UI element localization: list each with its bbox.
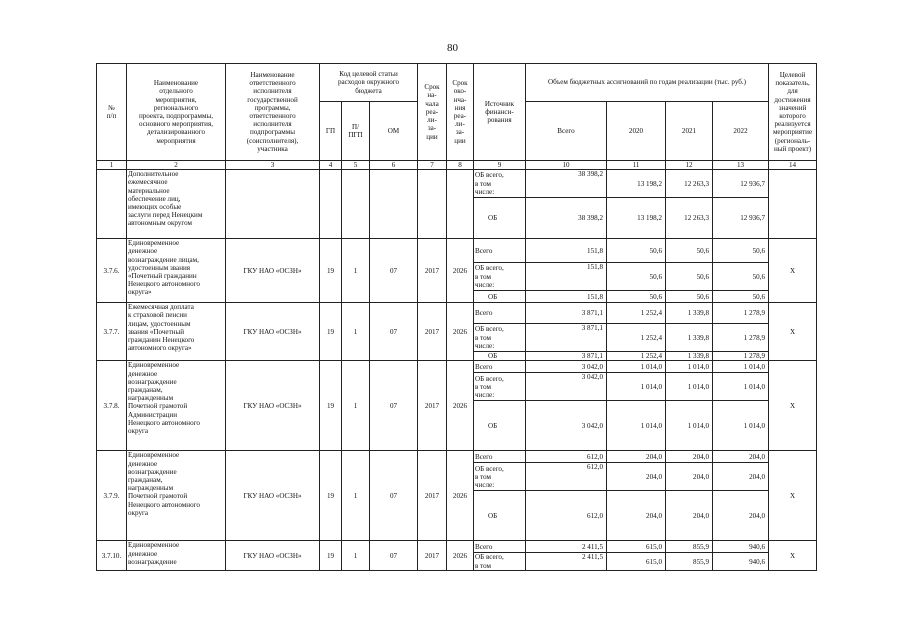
indicator: X	[769, 361, 817, 451]
value-2021: 50,6	[666, 263, 713, 291]
code-pgp: 1	[342, 239, 370, 303]
value-2020: 615,0	[607, 553, 666, 570]
code-gp	[320, 170, 342, 239]
executor: ГКУ НАО «ОСЗН»	[226, 451, 320, 541]
measure-name: Дополнительное ежемесячное материальное обеспечение лиц, имеющих особые заслуги перед Ненецким автономным округом	[127, 170, 226, 239]
value-2020: 204,0	[607, 491, 666, 541]
measure-name: Единовременное денежное вознаграждение лицам, удостоенным звания «Почетный гражданин Ненецкого автономного округа»	[127, 239, 226, 303]
total-value: 151,8	[526, 239, 607, 263]
header-end: Срок око- нча- ния реа- ли- за- ции	[447, 64, 474, 161]
code-om: 07	[370, 239, 418, 303]
code-om: 07	[370, 541, 418, 570]
column-number: 2	[127, 161, 226, 170]
funding-source: ОБ	[474, 401, 526, 451]
code-gp: 19	[320, 239, 342, 303]
start-year: 2017	[418, 239, 447, 303]
total-value: 3 042,0	[526, 373, 607, 401]
table-row	[97, 303, 817, 324]
header-total: Всего	[526, 102, 607, 161]
value-2021: 50,6	[666, 291, 713, 303]
header-source: Источник финанси- рования	[474, 64, 526, 161]
value-2020: 1 252,4	[607, 324, 666, 352]
value-2022: 1 278,9	[713, 324, 769, 352]
row-number: 3.7.8.	[97, 361, 127, 451]
code-pgp: 1	[342, 541, 370, 570]
column-number: 4	[320, 161, 342, 170]
code-pgp	[342, 170, 370, 239]
funding-source: Всего	[474, 303, 526, 324]
value-2022: 1 278,9	[713, 303, 769, 324]
table-row	[97, 541, 817, 553]
table-row	[97, 170, 817, 198]
value-2020: 615,0	[607, 541, 666, 553]
value-2022: 940,6	[713, 541, 769, 553]
code-pgp: 1	[342, 451, 370, 541]
column-number: 11	[607, 161, 666, 170]
measure-name: Единовременное денежное вознаграждение	[127, 541, 226, 570]
funding-source: ОБ	[474, 491, 526, 541]
funding-source: Всего	[474, 541, 526, 553]
code-om: 07	[370, 451, 418, 541]
total-value: 2 411,5	[526, 541, 607, 553]
table-body	[97, 170, 817, 571]
code-om	[370, 170, 418, 239]
budget-table	[96, 63, 817, 571]
value-2021: 1 339,8	[666, 352, 713, 361]
code-pgp: 1	[342, 303, 370, 361]
start-year: 2017	[418, 303, 447, 361]
funding-source: Всего	[474, 451, 526, 463]
column-number: 1	[97, 161, 127, 170]
funding-source: ОБ всего, в том числе:	[474, 324, 526, 352]
row-number	[97, 170, 127, 239]
start-year: 2017	[418, 451, 447, 541]
end-year: 2026	[447, 303, 474, 361]
column-number: 14	[769, 161, 817, 170]
start-year: 2017	[418, 541, 447, 570]
header-om: ОМ	[370, 102, 418, 161]
header-code-group: Код целевой статьи расходов окружного бюджета	[320, 64, 418, 102]
value-2021: 855,9	[666, 541, 713, 553]
header-2022: 2022	[713, 102, 769, 161]
value-2022: 1 014,0	[713, 401, 769, 451]
header-start: Срок на- чала реа- ли- за- ции	[418, 64, 447, 161]
code-pgp: 1	[342, 361, 370, 451]
value-2022: 204,0	[713, 451, 769, 463]
total-value: 38 398,2	[526, 198, 607, 239]
total-value: 3 871,1	[526, 324, 607, 352]
indicator: X	[769, 303, 817, 361]
code-om: 07	[370, 361, 418, 451]
column-number: 13	[713, 161, 769, 170]
value-2022: 204,0	[713, 491, 769, 541]
value-2022: 12 936,7	[713, 198, 769, 239]
value-2021: 12 263,3	[666, 198, 713, 239]
funding-source: ОБ всего, в том числе:	[474, 263, 526, 291]
value-2021: 204,0	[666, 491, 713, 541]
total-value: 38 398,2	[526, 170, 607, 198]
indicator: X	[769, 239, 817, 303]
column-number: 9	[474, 161, 526, 170]
total-value: 3 871,1	[526, 352, 607, 361]
measure-name: Единовременное денежное вознаграждение гражданам, награжденным Почетной грамотой Ненецкого автономного округа	[127, 451, 226, 541]
code-gp: 19	[320, 541, 342, 570]
total-value: 3 042,0	[526, 361, 607, 373]
value-2021: 1 014,0	[666, 401, 713, 451]
total-value: 612,0	[526, 491, 607, 541]
value-2020: 13 198,2	[607, 170, 666, 198]
value-2022: 1 014,0	[713, 373, 769, 401]
header-num: № п/п	[97, 64, 127, 161]
value-2020: 1 014,0	[607, 361, 666, 373]
value-2022: 12 936,7	[713, 170, 769, 198]
header-name: Наименование отдельного мероприятия, регионального проекта, подпрограммы, основного мероприятия, детализированного мероприятия	[127, 64, 226, 161]
value-2020: 1 252,4	[607, 352, 666, 361]
code-om: 07	[370, 303, 418, 361]
executor: ГКУ НАО «ОСЗН»	[226, 541, 320, 570]
start-year	[418, 170, 447, 239]
table-row	[97, 239, 817, 263]
value-2020: 204,0	[607, 463, 666, 491]
value-2021: 50,6	[666, 239, 713, 263]
value-2021: 1 339,8	[666, 303, 713, 324]
value-2020: 50,6	[607, 239, 666, 263]
end-year: 2026	[447, 361, 474, 451]
code-gp: 19	[320, 303, 342, 361]
value-2020: 1 252,4	[607, 303, 666, 324]
total-value: 3 042,0	[526, 401, 607, 451]
column-number: 12	[666, 161, 713, 170]
end-year: 2026	[447, 451, 474, 541]
header-indicator: Целевой показатель, для достижения значений которого реализуется мероприятие (региональ- ный проект)	[769, 64, 817, 161]
row-number: 3.7.7.	[97, 303, 127, 361]
table-row	[97, 361, 817, 373]
page-number: 80	[447, 42, 458, 54]
column-number: 3	[226, 161, 320, 170]
funding-source: ОБ всего, в том числе:	[474, 170, 526, 198]
row-number: 3.7.6.	[97, 239, 127, 303]
total-value: 151,8	[526, 291, 607, 303]
executor: ГКУ НАО «ОСЗН»	[226, 239, 320, 303]
measure-name: Единовременное денежное вознаграждение гражданам, награжденным Почетной грамотой Администрации Ненецкого автономного округа	[127, 361, 226, 451]
funding-source: ОБ всего, в том числе:	[474, 463, 526, 491]
value-2022: 940,6	[713, 553, 769, 570]
value-2022: 1 278,9	[713, 352, 769, 361]
row-number: 3.7.10.	[97, 541, 127, 570]
funding-source: Всего	[474, 239, 526, 263]
start-year: 2017	[418, 361, 447, 451]
executor: ГКУ НАО «ОСЗН»	[226, 303, 320, 361]
code-gp: 19	[320, 451, 342, 541]
value-2020: 13 198,2	[607, 198, 666, 239]
column-number: 8	[447, 161, 474, 170]
column-number-row	[97, 161, 817, 170]
funding-source: ОБ	[474, 352, 526, 361]
value-2021: 1 014,0	[666, 373, 713, 401]
value-2020: 50,6	[607, 291, 666, 303]
indicator	[769, 170, 817, 239]
header-2020: 2020	[607, 102, 666, 161]
header-pgp: П/ ПГП	[342, 102, 370, 161]
value-2022: 1 014,0	[713, 361, 769, 373]
value-2022: 204,0	[713, 463, 769, 491]
total-value: 612,0	[526, 463, 607, 491]
column-number: 10	[526, 161, 607, 170]
value-2022: 50,6	[713, 239, 769, 263]
value-2020: 1 014,0	[607, 373, 666, 401]
row-number: 3.7.9.	[97, 451, 127, 541]
executor: ГКУ НАО «ОСЗН»	[226, 361, 320, 451]
value-2020: 204,0	[607, 451, 666, 463]
end-year: 2026	[447, 541, 474, 570]
total-value: 151,8	[526, 263, 607, 291]
value-2021: 204,0	[666, 463, 713, 491]
executor	[226, 170, 320, 239]
value-2021: 12 263,3	[666, 170, 713, 198]
funding-source: ОБ всего, в том числе:	[474, 373, 526, 401]
measure-name: Ежемесячная доплата к страховой пенсии лицам, удостоенным звания «Почетный гражданин Ненецкого автономного округа»	[127, 303, 226, 361]
value-2021: 1 014,0	[666, 361, 713, 373]
funding-source: ОБ всего, в том	[474, 553, 526, 570]
value-2022: 50,6	[713, 263, 769, 291]
header-executor: Наименование ответственного исполнителя государственной программы, ответственного исполнителя подпрограммы (соисполнителя), участника	[226, 64, 320, 161]
total-value: 2 411,5	[526, 553, 607, 570]
end-year: 2026	[447, 239, 474, 303]
table-row	[97, 451, 817, 463]
value-2020: 1 014,0	[607, 401, 666, 451]
funding-source: ОБ	[474, 198, 526, 239]
value-2021: 1 339,8	[666, 324, 713, 352]
value-2021: 855,9	[666, 553, 713, 570]
funding-source: ОБ	[474, 291, 526, 303]
value-2022: 50,6	[713, 291, 769, 303]
indicator: X	[769, 541, 817, 570]
value-2020: 50,6	[607, 263, 666, 291]
header-gp: ГП	[320, 102, 342, 161]
funding-source: Всего	[474, 361, 526, 373]
indicator: X	[769, 451, 817, 541]
end-year	[447, 170, 474, 239]
header-volume-group: Объем бюджетных ассигнований по годам реализации (тыс. руб.)	[526, 64, 769, 102]
header-2021: 2021	[666, 102, 713, 161]
column-number: 6	[370, 161, 418, 170]
code-gp: 19	[320, 361, 342, 451]
column-number: 7	[418, 161, 447, 170]
total-value: 3 871,1	[526, 303, 607, 324]
total-value: 612,0	[526, 451, 607, 463]
value-2021: 204,0	[666, 451, 713, 463]
table-header	[97, 64, 817, 170]
column-number: 5	[342, 161, 370, 170]
